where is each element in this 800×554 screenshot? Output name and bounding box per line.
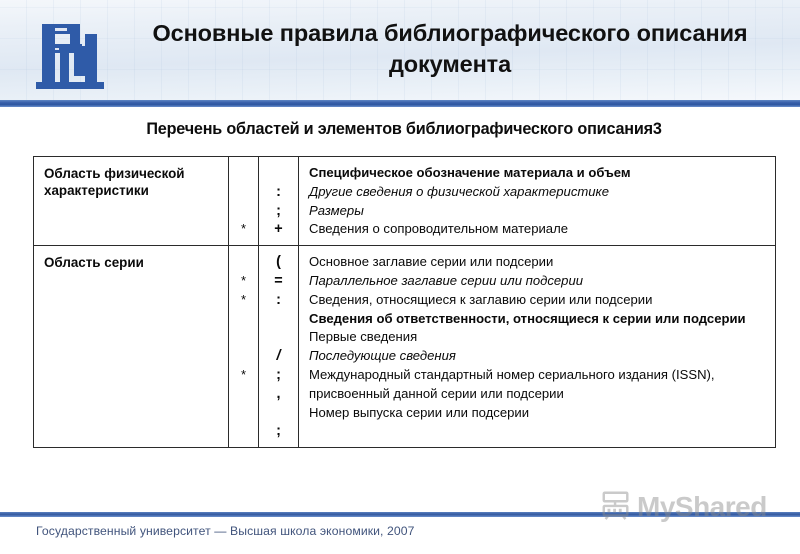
element-description-cell — [299, 246, 776, 448]
element-description: Сведения об ответственности, относящиеся к серии или подсерии — [309, 310, 746, 326]
punctuation-symbol-cell — [259, 157, 299, 246]
required-marker — [229, 422, 258, 441]
punctuation-symbol-list — [259, 157, 298, 245]
slide-header — [0, 0, 800, 100]
required-marker-cell — [229, 246, 259, 448]
required-marker-cell — [229, 157, 259, 246]
required-marker — [229, 385, 258, 404]
element-description: Основное заглавие серии или подсерии — [309, 254, 554, 270]
required-marker: * — [240, 291, 247, 307]
myshared-watermark — [600, 485, 798, 529]
punctuation-symbol-cell — [259, 246, 299, 448]
element-description: Параллельное заглавие серии или подсерии — [309, 272, 584, 288]
required-marker — [229, 347, 258, 366]
element-description: Номер выпуска серии или подсерии — [309, 404, 530, 420]
punctuation-symbol: ; — [276, 202, 281, 219]
footer-copyright: Государственный университет — Высшая школа экономики, 2007 — [36, 524, 415, 538]
punctuation-symbol: ; — [276, 423, 281, 440]
punctuation-symbol-spacer — [259, 328, 298, 347]
element-description: Первые сведения — [309, 329, 418, 345]
punctuation-symbol — [259, 164, 298, 183]
bibliographic-areas-table — [33, 156, 776, 448]
area-name-cell — [34, 157, 229, 246]
required-marker — [229, 253, 258, 272]
required-marker — [229, 310, 258, 329]
punctuation-symbol: : — [276, 291, 281, 308]
required-marker-list — [229, 157, 258, 245]
punctuation-symbol-spacer — [259, 404, 298, 423]
hse-logo-icon — [30, 16, 116, 94]
area-name-label: Область физической характеристики — [44, 166, 185, 199]
required-marker: * — [240, 366, 247, 382]
required-marker-spacer — [229, 404, 258, 423]
punctuation-symbol: / — [276, 348, 281, 365]
required-marker — [229, 183, 258, 202]
area-name-label: Область серии — [44, 255, 144, 271]
required-marker: * — [240, 272, 247, 288]
element-description-cell — [299, 157, 776, 246]
page-title: Основные правила библиографического описания документа — [152, 20, 748, 77]
element-description: Сведения о сопроводительном материале — [309, 221, 569, 237]
required-marker — [229, 202, 258, 221]
table-body — [34, 157, 776, 448]
punctuation-symbol — [259, 310, 298, 329]
footer-divider — [0, 512, 800, 517]
punctuation-symbol: = — [274, 272, 283, 289]
punctuation-symbol: : — [276, 183, 281, 200]
element-description-list — [299, 157, 775, 245]
punctuation-symbol: ; — [276, 366, 281, 383]
element-description: Специфическое обозначение материала и объем — [309, 165, 631, 180]
required-marker: * — [240, 221, 247, 237]
element-description: Сведения, относящиеся к заглавию серии или подсерии — [309, 291, 653, 307]
section-subtitle: Перечень областей и элементов библиографического описания3 — [146, 120, 662, 138]
element-description: Международный стандартный номер сериального издания (ISSN), присвоенный данной серии или подсерии — [309, 366, 719, 401]
header-divider — [0, 100, 800, 107]
punctuation-symbol: ( — [276, 254, 281, 271]
element-description-list — [299, 246, 775, 428]
required-marker-list — [229, 246, 258, 447]
punctuation-symbol: , — [276, 385, 281, 402]
punctuation-symbol: + — [274, 221, 283, 238]
table-row — [34, 246, 776, 448]
area-name-cell — [34, 246, 229, 448]
element-description: Размеры — [309, 202, 364, 218]
required-marker-spacer — [229, 328, 258, 347]
punctuation-symbol-list — [259, 246, 298, 447]
required-marker — [229, 164, 258, 183]
element-description: Последующие сведения — [309, 348, 456, 364]
projector-screen-icon — [600, 489, 632, 526]
table-row — [34, 157, 776, 246]
element-description: Другие сведения о физической характеристике — [309, 183, 610, 199]
watermark-label: MyShared — [637, 491, 767, 522]
